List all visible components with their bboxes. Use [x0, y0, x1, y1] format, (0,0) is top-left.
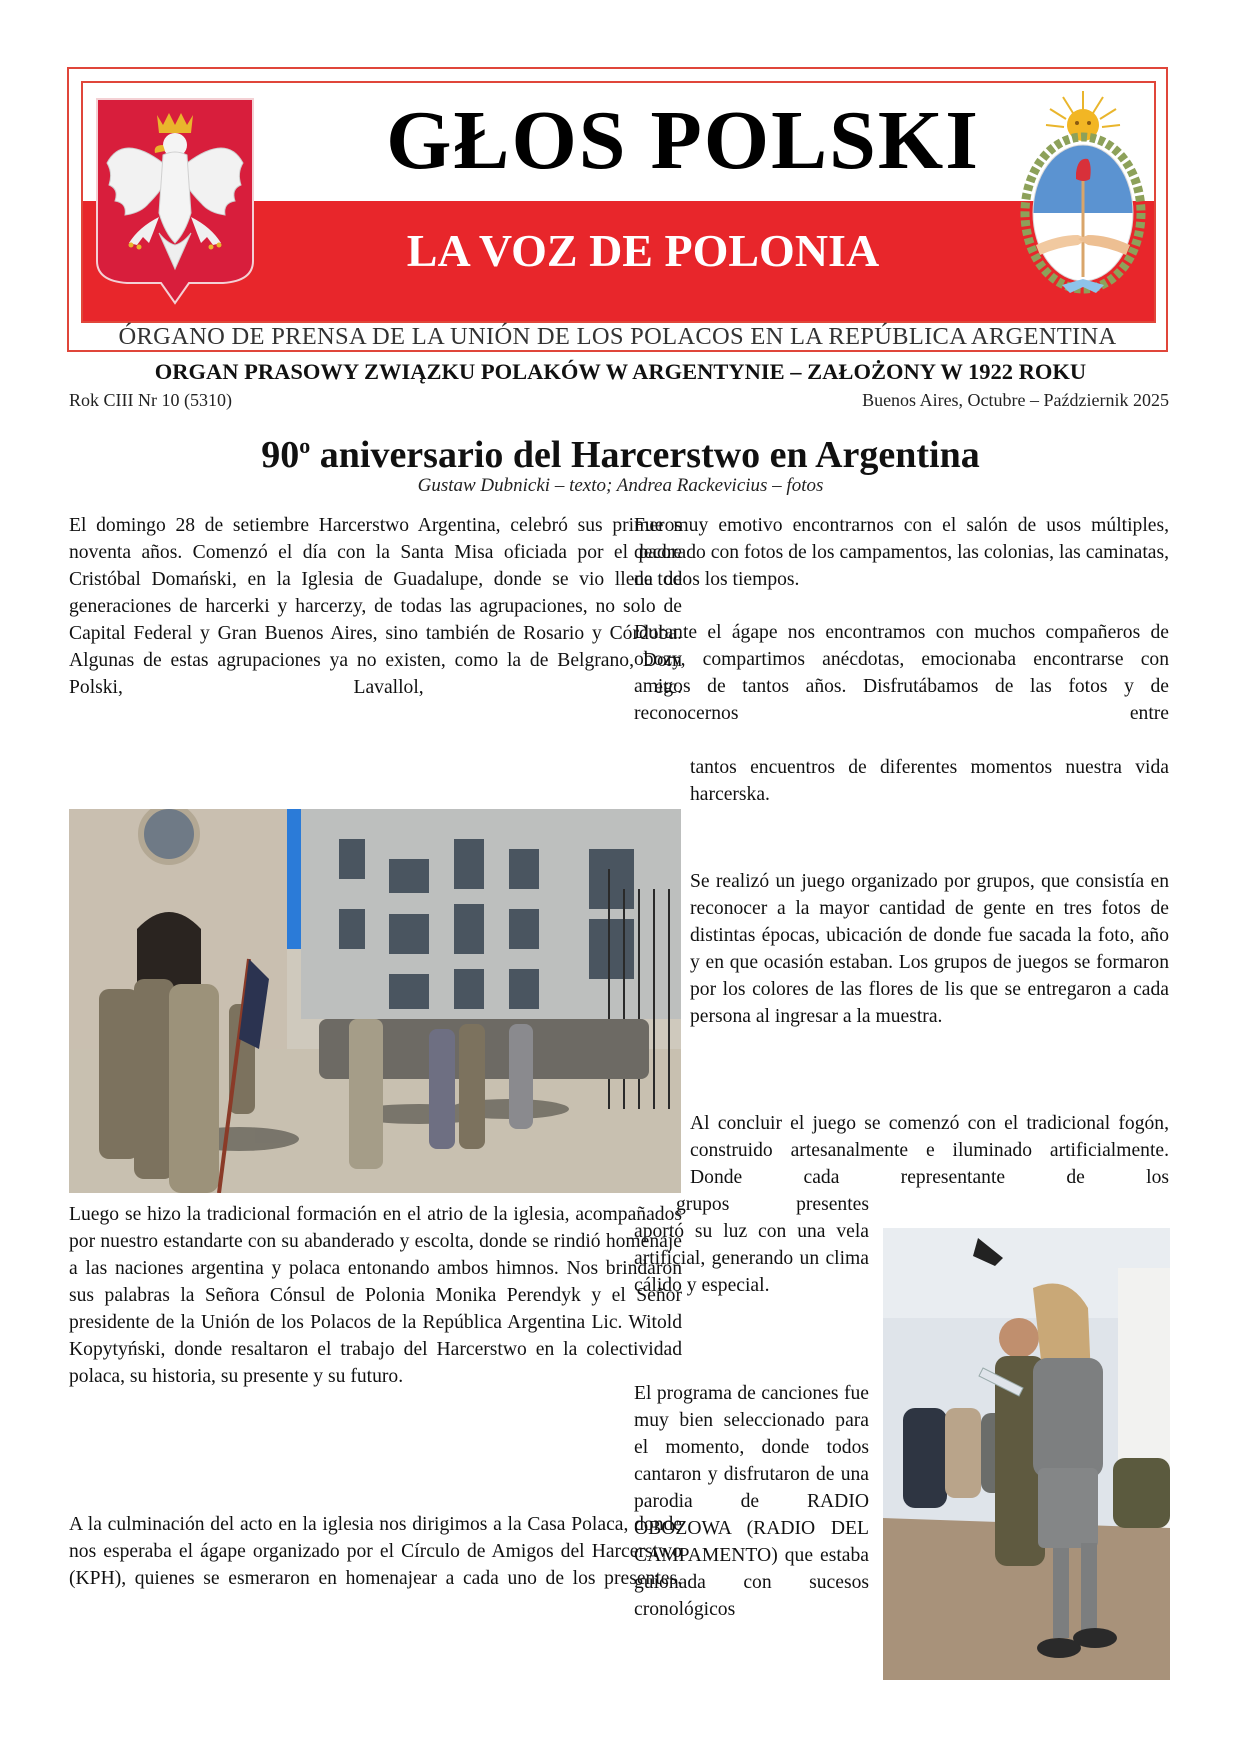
masthead-subtitle-spanish: ÓRGANO DE PRENSA DE LA UNIÓN DE LOS POLACOS EN LA REPÚBLICA ARGENTINA: [118, 323, 1117, 350]
paragraph-canciones: El programa de canciones fue muy bien seleccionado para el momento, donde todos cantaron y disfrutaron de una parodia de RADIO OBOZOWA (RADIO DEL CAMPAMENTO) que estaba guionada con sucesos cronológicos: [634, 1383, 869, 1620]
article-headline: [60, 420, 1181, 481]
paragraph-juego: Se realizó un juego organizado por grupos, que consistía en reconocer a la mayor cantidad de gente en tres fotos de distintas épocas, ubicación de donde fue sacada la foto, año y en que ocasión estaban. Los grupos de juegos se formaron por los colores de las flores de lis que se entregaron a cada persona al ingresar a la muestra.: [690, 871, 1169, 1027]
masthead: [81, 81, 1156, 323]
masthead-title-polish: GŁOS POLSKI: [386, 94, 980, 187]
polish-eagle-icon: [93, 93, 257, 308]
paragraph-fogon: Al concluir el juego se comenzó con el tradicional fogón, construido artesanalmente e iluminado artificialmente. Donde cada representante de los: [690, 1113, 1169, 1188]
headline-ordinal: o: [299, 433, 311, 458]
paragraph-casa-polaca: A la culminación del acto en la iglesia nos dirigimos a la Casa Polaca, donde nos esperaba el ágape organizado por el Círculo de Amigos del Harcerstwo (KPH), quienes se esmeraron en homenajear a cada uno de los presentes.: [69, 1514, 682, 1589]
argentine-coat-of-arms-icon: [1018, 89, 1148, 299]
paragraph-salon: Fue muy emotivo encontrarnos con el salón de usos múltiples, decorado con fotos de los campamentos, las colonias, las caminatas, de todos los tiempos.: [634, 515, 1169, 590]
paragraph-mass: El domingo 28 de setiembre Harcerstwo Argentina, celebró sus primeros noventa años. Comenzó el día con la Santa Misa oficiada por el padre Cristóbal Domański, en la Iglesia de Guadalupe, donde se vio llena de generaciones de harcerki y harcerzy, de todas las agrupaciones, no solo de Capital Federal y Gran Buenos Aires, sino también de Rosario y Córdoba. Algunas de estas agrupaciones ya no existen, como la de Belgrano, Dom Polski, Lavallol, etc.: [69, 515, 682, 698]
headline-text: aniversario del Harcerstwo en Argentina: [310, 434, 980, 476]
paragraph-fogon-cont-1: grupos presentes: [676, 1194, 869, 1215]
paragraph-agape-cont: tantos encuentros de diferentes momentos nuestra vida harcerska.: [690, 757, 1169, 805]
paragraph-fogon-cont-2: aportó su luz con una vela artificial, generando un clima cálido y especial.: [634, 1221, 869, 1296]
masthead-subtitle-polish: ORGAN PRASOWY ZWIĄZKU POLAKÓW W ARGENTYNIE – ZAŁOŻONY W 1922 ROKU: [154, 359, 1087, 384]
headline-number: 90: [261, 434, 300, 476]
paragraph-formation: Luego se hizo la tradicional formación en el atrio de la iglesia, acompañados por nuestro estandarte con su abanderado y escolta, donde se rindió homenaje a las naciones argentina y polaca entonando ambos himnos. Nos brindaron sus palabras la Señora Cónsul de Polonia Monika Perendyk y el Señor presidente de la Unión de los Polacos de la República Argentina Lic. Witold Kopytyński, donde resaltaron el trabajo del Harcerstwo en la colectividad polaca, su historia, su presente y su futuro.: [69, 1204, 682, 1387]
article-byline: Gustaw Dubnicki – texto; Andrea Rackevicius – fotos: [417, 475, 824, 496]
photo-indoor-reading: [883, 1228, 1170, 1680]
issue-dateline: Buenos Aires, Octubre – Październik 2025: [862, 390, 1169, 410]
issue-number: Rok CIII Nr 10 (5310): [69, 390, 232, 410]
paragraph-agape: Durante el ágape nos encontramos con muchos compañeros de obozy, compartimos anécdotas, emocionaba encontrarse con amigos de tantos años. Disfrutábamos de las fotos y de reconocernos entre: [634, 622, 1169, 724]
scout-reading-image: [883, 1228, 1170, 1680]
scout-formation-image: [69, 809, 681, 1193]
masthead-title-spanish: LA VOZ DE POLONIA: [406, 225, 880, 276]
photo-church-formation: [69, 809, 681, 1193]
